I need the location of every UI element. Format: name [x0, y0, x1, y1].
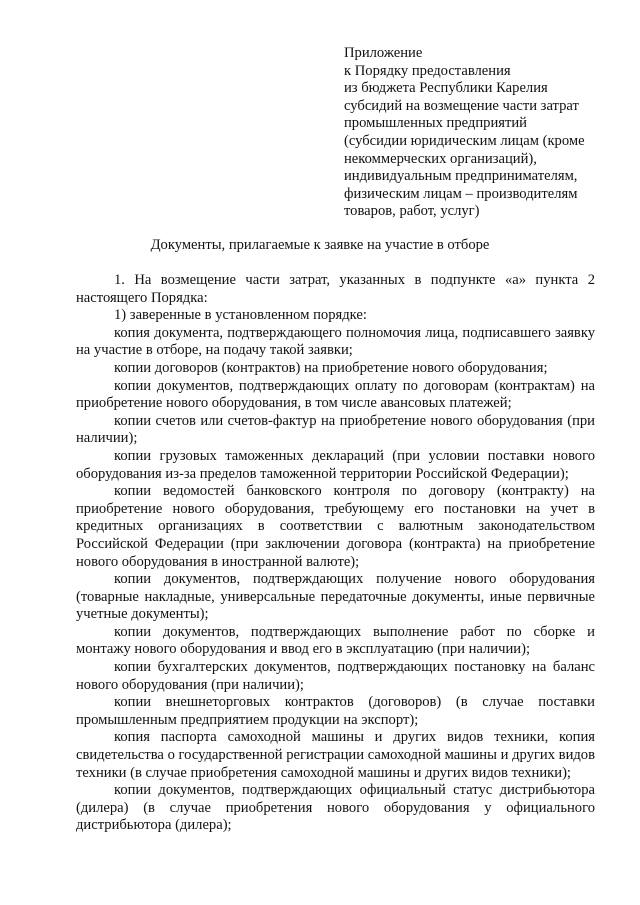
appendix-line: Приложение — [344, 45, 423, 61]
body-paragraph: копии внешнеторговых контрактов (договоров) (в случае поставки промышленным предприятием продукции на экспорт); — [76, 694, 595, 728]
body-paragraph: копии документов, подтверждающих официальный статус дистрибьютора (дилера) (в случае приобретения нового оборудования у официального дистрибьютора (дилера); — [76, 782, 595, 834]
document-body — [76, 272, 595, 835]
appendix-line: некоммерческих организаций), — [344, 150, 537, 167]
body-paragraph: 1) заверенные в установленном порядке: — [114, 307, 367, 324]
body-paragraph: 1. На возмещение части затрат, указанных в подпункте «а» пункта 2 настоящего Порядка: — [76, 272, 595, 306]
body-paragraph: копии бухгалтерских документов, подтверждающих постановку на баланс нового оборудования (при наличии); — [76, 659, 595, 693]
body-paragraph: копии счетов или счетов-фактур на приобретение нового оборудования (при наличии); — [76, 412, 595, 447]
appendix-line: к Порядку предоставления — [344, 62, 511, 79]
body-paragraph: копии документов, подтверждающих получение нового оборудования (товарные накладные, универсальные передаточные документы, иные первичные учетные документы); — [76, 571, 595, 623]
appendix-line: промышленных предприятий — [344, 115, 527, 132]
body-paragraph: копии документов, подтверждающих оплату по договорам (контрактам) на приобретение нового оборудования, в том числе авансовых платежей; — [76, 377, 595, 412]
appendix-line: индивидуальным предпринимателям, — [344, 168, 578, 185]
body-paragraph: копия паспорта самоходной машины и других видов техники, копия свидетельства о государственной регистрации самоходной машины и других видов техники (в случае приобретения самоходной машины и других видов техники); — [76, 729, 595, 781]
appendix-line: субсидий на возмещение части затрат — [344, 97, 579, 114]
body-paragraph: копии договоров (контрактов) на приобретение нового оборудования; — [114, 359, 548, 376]
body-paragraph: копии документов, подтверждающих выполнение работ по сборке и монтажу нового оборудования и ввод его в эксплуатацию (при наличии); — [76, 623, 595, 658]
appendix-line: физическим лицам – производителям — [344, 185, 578, 202]
body-paragraph: копия документа, подтверждающего полномочия лица, подписавшего заявку на участие в отборе, на подачу такой заявки; — [76, 324, 595, 359]
appendix-line: товаров, работ, услуг) — [344, 203, 480, 220]
body-paragraph: копии ведомостей банковского контроля по договору (контракту) на приобретение нового оборудования, требующему его постановки на учет в кредитных организациях в соответствии с валютным законодательством Российской Федерации (при заключении договора (контракта) на приобретение нового оборудования в иностранной валюте); — [76, 483, 595, 570]
appendix-line: (субсидии юридическим лицам (кроме — [344, 132, 585, 149]
appendix-line: из бюджета Республики Карелия — [344, 80, 548, 97]
document-title: Документы, прилагаемые к заявке на участие в отборе — [150, 237, 490, 253]
appendix-header — [344, 45, 614, 221]
body-paragraph: копии грузовых таможенных деклараций (при условии поставки нового оборудования из-за пределов таможенной территории Российской Федерации); — [76, 447, 595, 482]
